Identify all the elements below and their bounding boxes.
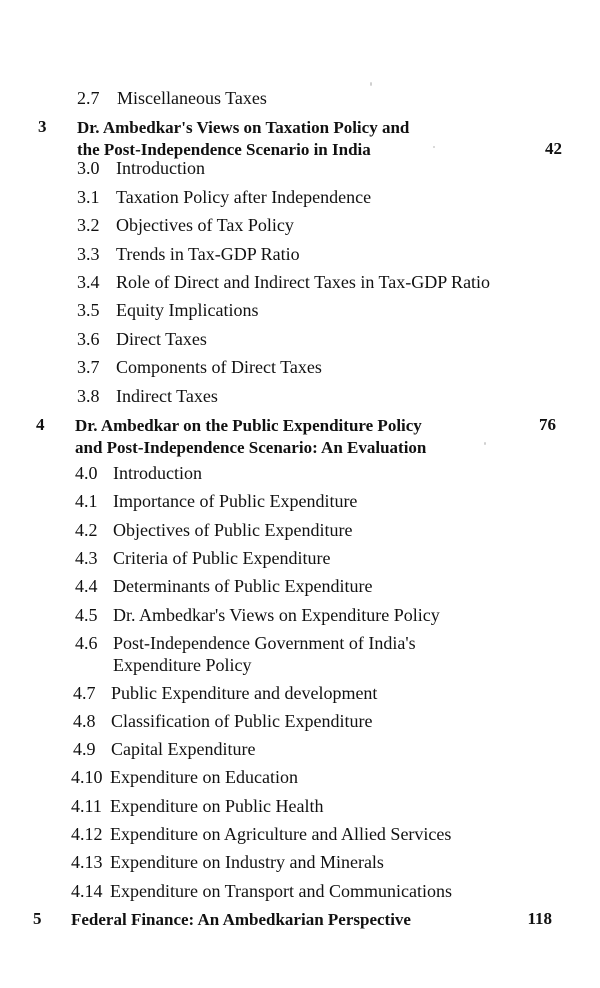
section-title: Trends in Tax-GDP Ratio <box>116 244 300 264</box>
section-number: 4.4 <box>75 576 98 596</box>
section-title: Dr. Ambedkar's Views on Expenditure Policy <box>113 605 440 625</box>
section-number: 4.5 <box>75 605 98 625</box>
toc-entry-4-10 <box>0 767 600 795</box>
section-title: Role of Direct and Indirect Taxes in Tax-GDP Ratio <box>116 272 491 292</box>
section-number: 4.0 <box>75 463 98 483</box>
section-number: 4.2 <box>75 520 98 540</box>
section-title: Miscellaneous Taxes <box>117 88 267 108</box>
chapter-title-line-2: and Post-Independence Scenario: An Evaluation <box>75 438 427 457</box>
toc-chapter-4 <box>0 415 600 463</box>
toc-entry-3-4 <box>0 272 600 300</box>
section-number: 4.9 <box>73 739 96 759</box>
toc-entry-3-5 <box>0 300 600 328</box>
chapter-title: Federal Finance: An Ambedkarian Perspective <box>71 910 411 929</box>
toc-entry-4-3 <box>0 548 600 576</box>
section-title: Objectives of Public Expenditure <box>113 520 353 540</box>
toc-entry-4-0 <box>0 463 600 491</box>
section-title-line-1: Post-Independence Government of India's <box>113 633 416 653</box>
toc-entry-4-14 <box>0 881 600 909</box>
toc-entry-3-8 <box>0 386 600 414</box>
section-title: Introduction <box>116 158 205 178</box>
section-number: 3.0 <box>77 158 100 178</box>
chapter-page-number: 76 <box>539 415 556 434</box>
toc-entry-3-7 <box>0 357 600 385</box>
section-title: Expenditure on Public Health <box>110 796 324 816</box>
toc-entry-4-4 <box>0 576 600 604</box>
section-number: 3.1 <box>77 187 100 207</box>
section-title: Importance of Public Expenditure <box>113 491 358 511</box>
section-number: 4.14 <box>71 881 103 901</box>
section-title: Determinants of Public Expenditure <box>113 576 373 596</box>
section-title: Direct Taxes <box>116 329 207 349</box>
section-number: 2.7 <box>77 88 100 108</box>
toc-entry-4-6 <box>0 633 600 679</box>
toc-entry-3-6 <box>0 329 600 357</box>
toc-entry-4-13 <box>0 852 600 880</box>
toc-entry-4-2 <box>0 520 600 548</box>
section-title-line-2: Expenditure Policy <box>113 655 252 675</box>
chapter-title-line-1: Dr. Ambedkar's Views on Taxation Policy and <box>77 118 410 137</box>
section-title: Criteria of Public Expenditure <box>113 548 331 568</box>
toc-entry-3-2 <box>0 215 600 243</box>
chapter-title-line-1: Dr. Ambedkar on the Public Expenditure Policy <box>75 416 422 435</box>
section-title: Public Expenditure and development <box>111 683 378 703</box>
section-title: Components of Direct Taxes <box>116 357 322 377</box>
toc-entry-3-3 <box>0 244 600 272</box>
section-title: Expenditure on Industry and Minerals <box>110 852 384 872</box>
scan-speck <box>370 82 372 86</box>
chapter-page-number: 42 <box>545 139 562 158</box>
section-number: 4.3 <box>75 548 98 568</box>
section-title: Equity Implications <box>116 300 259 320</box>
toc-chapter-5 <box>0 909 600 937</box>
section-title: Indirect Taxes <box>116 386 218 406</box>
section-number: 3.2 <box>77 215 100 235</box>
section-number: 3.8 <box>77 386 100 406</box>
chapter-title-line-2: the Post-Independence Scenario in India <box>77 140 371 159</box>
section-number: 4.8 <box>73 711 96 731</box>
toc-entry-4-9 <box>0 739 600 767</box>
toc-entry-4-12 <box>0 824 600 852</box>
section-number: 3.5 <box>77 300 100 320</box>
section-number: 4.13 <box>71 852 103 872</box>
toc-entry-4-11 <box>0 796 600 824</box>
toc-entry-4-8 <box>0 711 600 739</box>
toc-entry-4-1 <box>0 491 600 519</box>
toc-entry-3-0 <box>0 158 600 186</box>
section-title: Expenditure on Education <box>110 767 298 787</box>
section-title: Taxation Policy after Independence <box>116 187 372 207</box>
chapter-page-number: 118 <box>527 909 552 928</box>
section-number: 4.7 <box>73 683 96 703</box>
section-number: 4.1 <box>75 491 98 511</box>
section-number: 3.3 <box>77 244 100 264</box>
section-number: 4.10 <box>71 767 103 787</box>
section-title: Expenditure on Agriculture and Allied Services <box>110 824 452 844</box>
toc-entry-2-7 <box>0 88 600 116</box>
section-number: 4.11 <box>71 796 102 816</box>
section-title: Objectives of Tax Policy <box>116 215 294 235</box>
toc-entry-3-1 <box>0 187 600 215</box>
section-number: 4.12 <box>71 824 103 844</box>
chapter-number: 3 <box>38 117 47 136</box>
section-number: 4.6 <box>75 633 98 653</box>
section-title: Expenditure on Transport and Communications <box>110 881 452 901</box>
section-title: Introduction <box>113 463 202 483</box>
section-number: 3.6 <box>77 329 100 349</box>
toc-entry-4-7 <box>0 683 600 711</box>
section-title: Classification of Public Expenditure <box>111 711 373 731</box>
chapter-number: 4 <box>36 415 45 434</box>
section-number: 3.4 <box>77 272 100 292</box>
toc-entry-4-5 <box>0 605 600 633</box>
section-number: 3.7 <box>77 357 100 377</box>
chapter-number: 5 <box>33 909 42 928</box>
section-title: Capital Expenditure <box>111 739 256 759</box>
